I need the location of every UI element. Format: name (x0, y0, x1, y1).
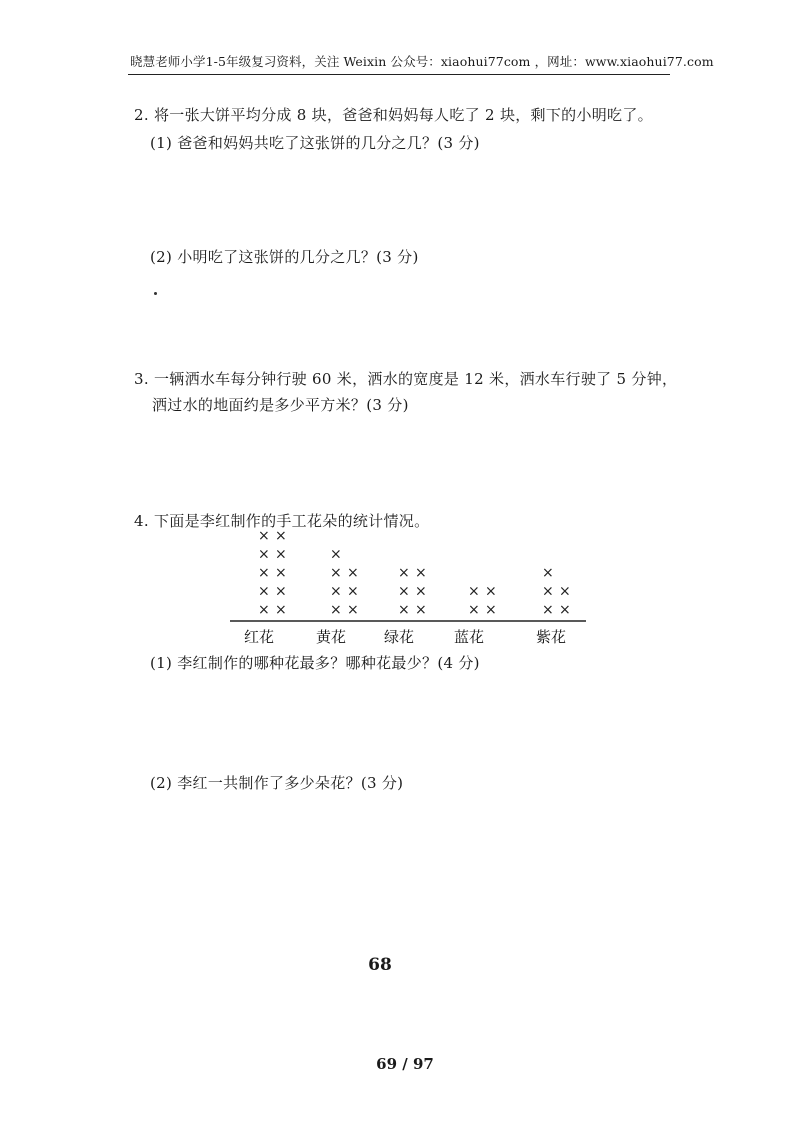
q2-part1: (1) 爸爸和妈妈共吃了这张饼的几分之几？(3 分) (150, 134, 480, 152)
pictograph-mark: × (398, 565, 410, 581)
pictograph-mark: × (258, 546, 270, 563)
pictograph-mark: × (559, 602, 571, 618)
pictograph-mark: × (468, 602, 480, 618)
page-number: 68 (368, 955, 392, 975)
q4-part2: (2) 李红一共制作了多少朵花？(3 分) (150, 774, 404, 792)
q2-stem: 2. 将一张大饼平均分成 8 块，爸爸和妈妈每人吃了 2 块，剩下的小明吃了。 (134, 106, 653, 124)
pictograph-mark: × (330, 546, 342, 563)
pictograph-mark: × (542, 583, 554, 600)
pictograph-mark: × (258, 602, 270, 618)
q2-part2: (2) 小明吃了这张饼的几分之几？(3 分) (150, 248, 419, 266)
pictograph-category-label: 黄花 (316, 628, 347, 646)
pictograph-mark: × (542, 565, 554, 581)
q3-stem-line2: 洒过水的地面约是多少平方米？(3 分) (152, 396, 409, 414)
pictograph-mark: × (275, 602, 287, 618)
q3-stem-line1: 3. 一辆洒水车每分钟行驶 60 米，洒水的宽度是 12 米，洒水车行驶了 5 分钟， (134, 370, 678, 388)
header-text: 晓慧老师小学1-5年级复习资料，关注 Weixin 公众号：xiaohui77com ，网址：www.xiaohui77.com (130, 54, 714, 69)
pictograph-mark: × (485, 602, 497, 618)
pictograph-mark: × (330, 565, 342, 581)
pictograph-mark: × (330, 583, 342, 600)
pictograph-mark: × (347, 565, 359, 581)
pictograph-mark: × (415, 602, 427, 618)
pictograph-mark: × (468, 583, 480, 600)
pictograph-mark: × (330, 602, 342, 618)
pictograph-mark: × (275, 565, 287, 581)
pictograph-mark: × (415, 565, 427, 581)
scan-speck (154, 292, 157, 295)
pictograph-mark: × (258, 565, 270, 581)
flower-pictograph (230, 530, 590, 650)
pictograph-mark: × (275, 583, 287, 600)
pictograph-mark: × (258, 583, 270, 600)
pictograph-category-label: 紫花 (536, 628, 567, 646)
pictograph-mark: × (275, 546, 287, 563)
pictograph-mark: × (258, 530, 270, 544)
pictograph-svg (230, 530, 590, 650)
header-divider (128, 74, 670, 75)
pictograph-category-label: 红花 (244, 628, 275, 646)
q4-stem: 4. 下面是李红制作的手工花朵的统计情况。 (134, 512, 430, 530)
pictograph-category-label: 绿花 (384, 628, 415, 646)
q4-part1: (1) 李红制作的哪种花最多？哪种花最少？(4 分) (150, 654, 480, 672)
pictograph-mark: × (542, 602, 554, 618)
pictograph-mark: × (398, 583, 410, 600)
pictograph-mark: × (415, 583, 427, 600)
pictograph-mark: × (275, 530, 287, 544)
pictograph-category-label: 蓝花 (454, 628, 485, 646)
page-counter: 69 / 97 (376, 1055, 434, 1073)
pictograph-mark: × (559, 583, 571, 600)
pictograph-mark: × (347, 602, 359, 618)
pictograph-mark: × (485, 583, 497, 600)
pictograph-mark: × (347, 583, 359, 600)
pictograph-mark: × (398, 602, 410, 618)
